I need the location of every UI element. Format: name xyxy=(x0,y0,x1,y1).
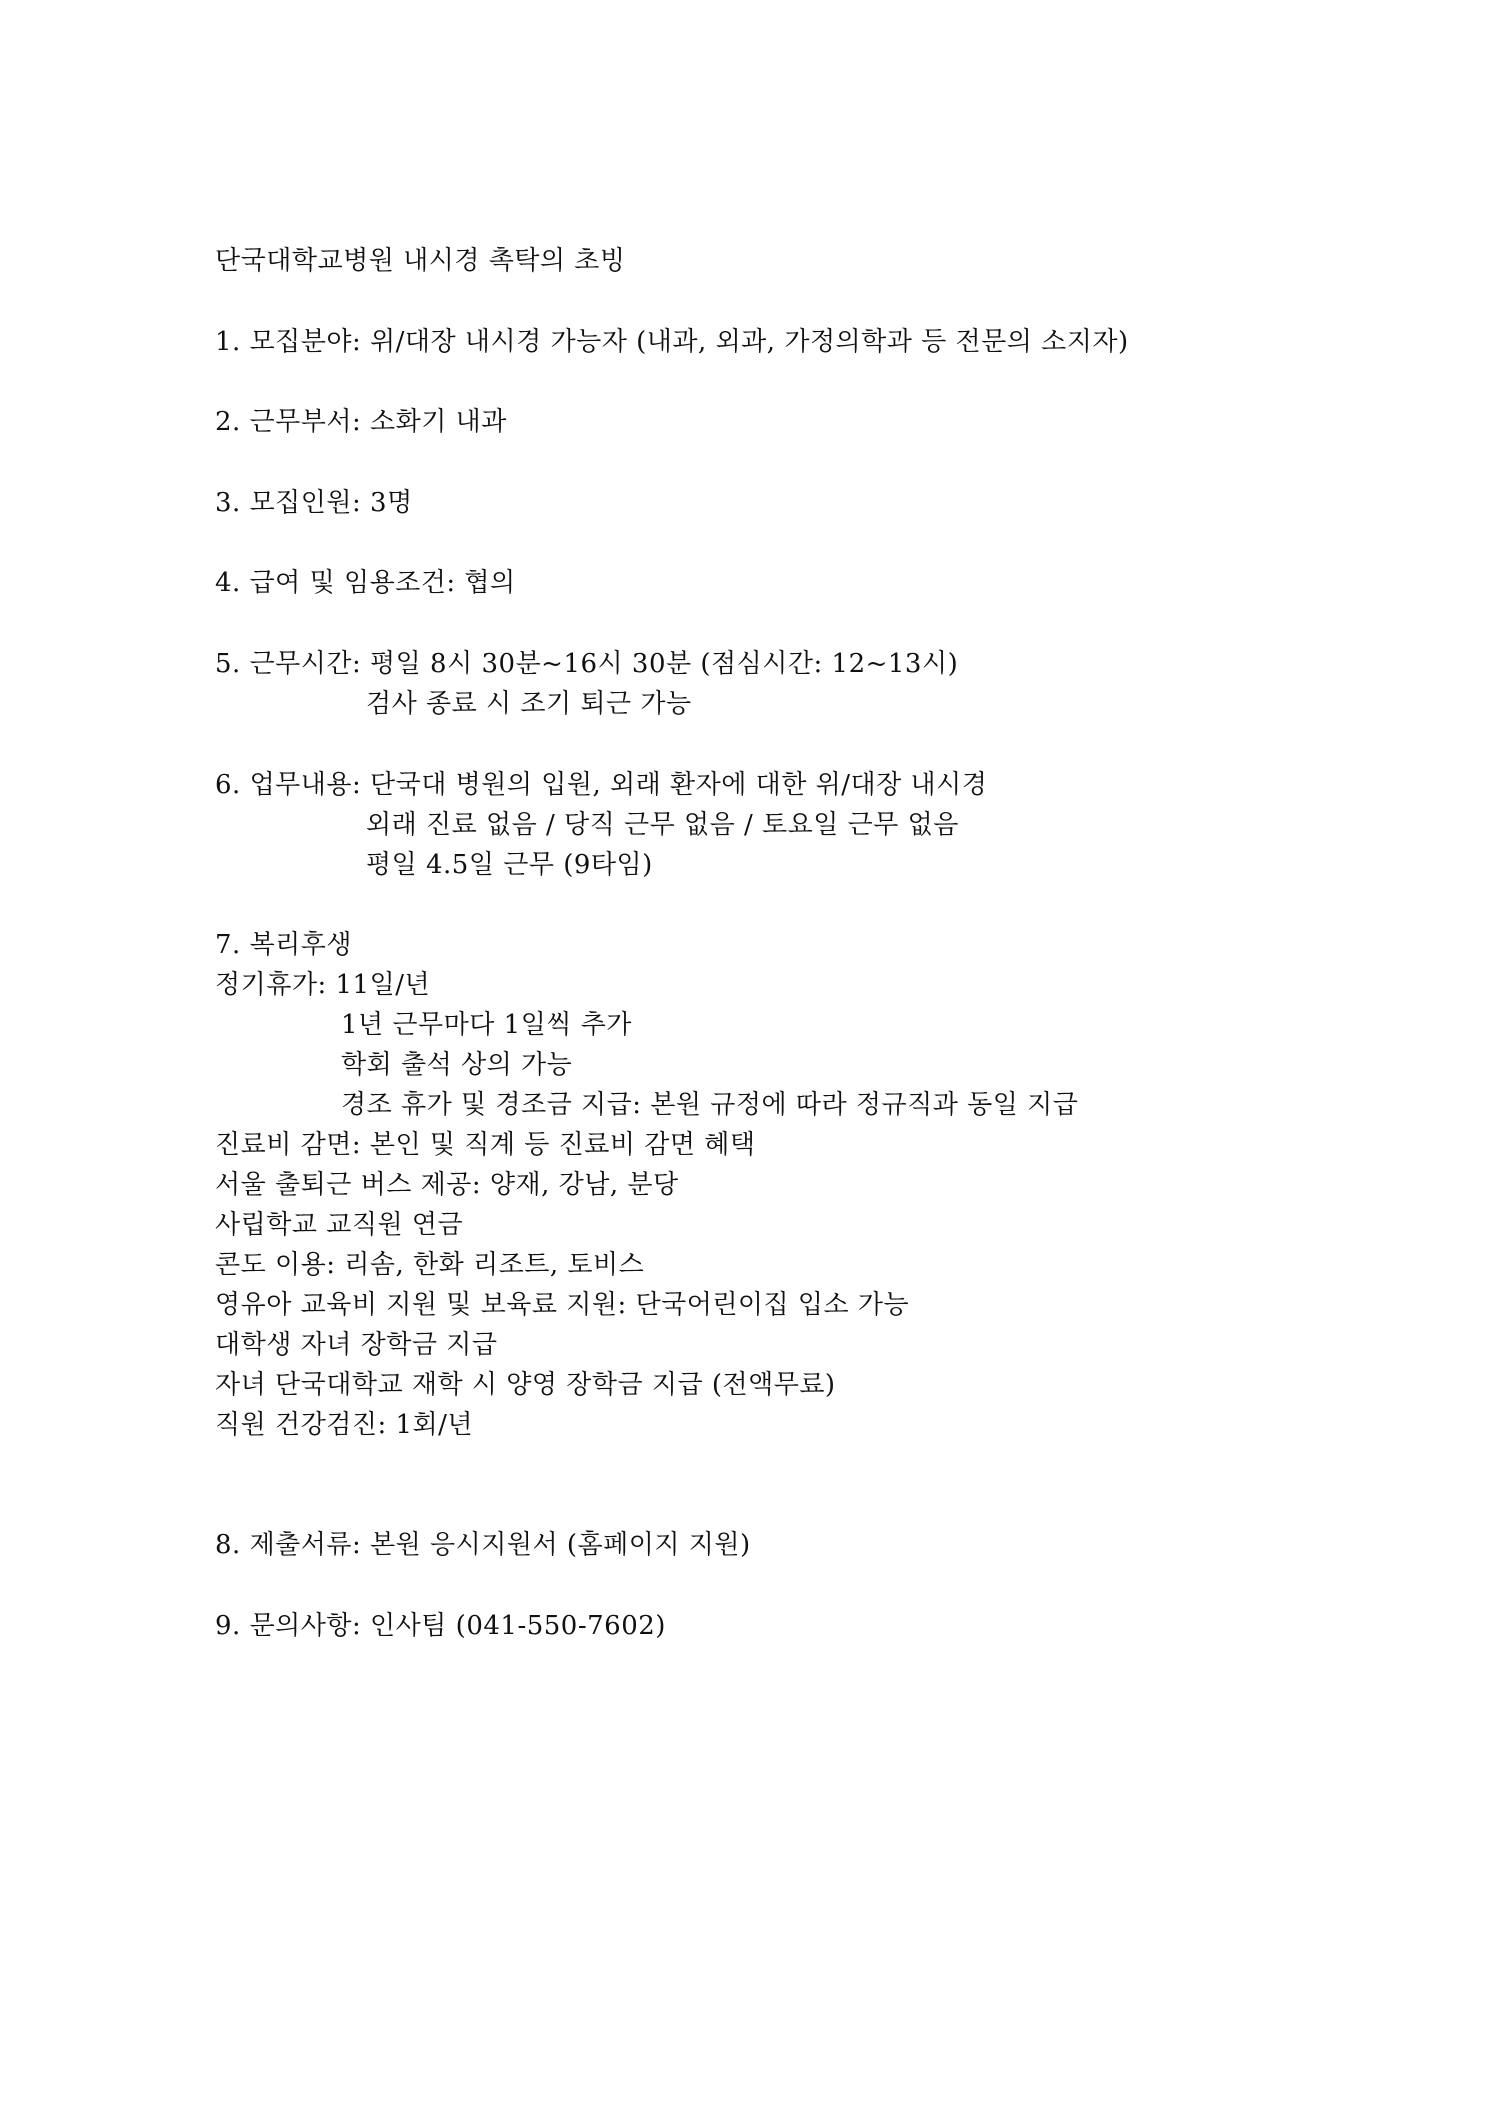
item-duties: 6. 업무내용: 단국대 병원의 입원, 외래 환자에 대한 위/대장 내시경 xyxy=(215,770,988,800)
benefits-heading: 7. 복리후생 xyxy=(215,930,353,960)
item-working-hours-note: 검사 종료 시 조기 퇴근 가능 xyxy=(366,689,692,719)
item-duties-note: 외래 진료 없음 / 당직 근무 없음 / 토요일 근무 없음 xyxy=(366,810,959,840)
item-department: 2. 근무부서: 소화기 내과 xyxy=(215,407,507,437)
benefit-childcare: 영유아 교육비 지원 및 보육료 지원: 단국어린이집 입소 가능 xyxy=(215,1290,910,1320)
benefit-condo: 콘도 이용: 리솜, 한화 리조트, 토비스 xyxy=(215,1250,645,1280)
benefit-leave-note: 경조 휴가 및 경조금 지급: 본원 규정에 따라 정규직과 동일 지급 xyxy=(341,1090,1079,1120)
benefit-leave-note: 1년 근무마다 1일씩 추가 xyxy=(341,1010,632,1040)
document-title: 단국대학교병원 내시경 촉탁의 초빙 xyxy=(215,246,626,276)
item-duties-note: 평일 4.5일 근무 (9타임) xyxy=(366,850,653,880)
item-contact: 9. 문의사항: 인사팀 (041-550-7602) xyxy=(215,1611,666,1641)
benefit-leave-note: 학회 출석 상의 가능 xyxy=(341,1050,573,1080)
benefit-pension: 사립학교 교직원 연금 xyxy=(215,1210,464,1240)
item-salary: 4. 급여 및 임용조건: 협의 xyxy=(215,568,516,598)
benefit-shuttle: 서울 출퇴근 버스 제공: 양재, 강남, 분당 xyxy=(215,1170,679,1200)
benefit-dku-scholarship: 자녀 단국대학교 재학 시 양영 장학금 지급 (전액무료) xyxy=(215,1370,836,1400)
benefit-medical-discount: 진료비 감면: 본인 및 직계 등 진료비 감면 혜택 xyxy=(215,1130,756,1160)
item-working-hours: 5. 근무시간: 평일 8시 30분~16시 30분 (점심시간: 12~13시) xyxy=(215,649,959,679)
item-recruitment-field: 1. 모집분야: 위/대장 내시경 가능자 (내과, 외과, 가정의학과 등 전문의 소지자) xyxy=(215,327,1129,357)
item-documents: 8. 제출서류: 본원 응시지원서 (홈페이지 지원) xyxy=(215,1530,751,1560)
benefit-college-scholarship: 대학생 자녀 장학금 지급 xyxy=(215,1330,498,1360)
benefit-checkup: 직원 건강검진: 1회/년 xyxy=(215,1410,474,1440)
item-headcount: 3. 모집인원: 3명 xyxy=(215,488,413,518)
benefit-leave: 정기휴가: 11일/년 xyxy=(215,970,431,1000)
